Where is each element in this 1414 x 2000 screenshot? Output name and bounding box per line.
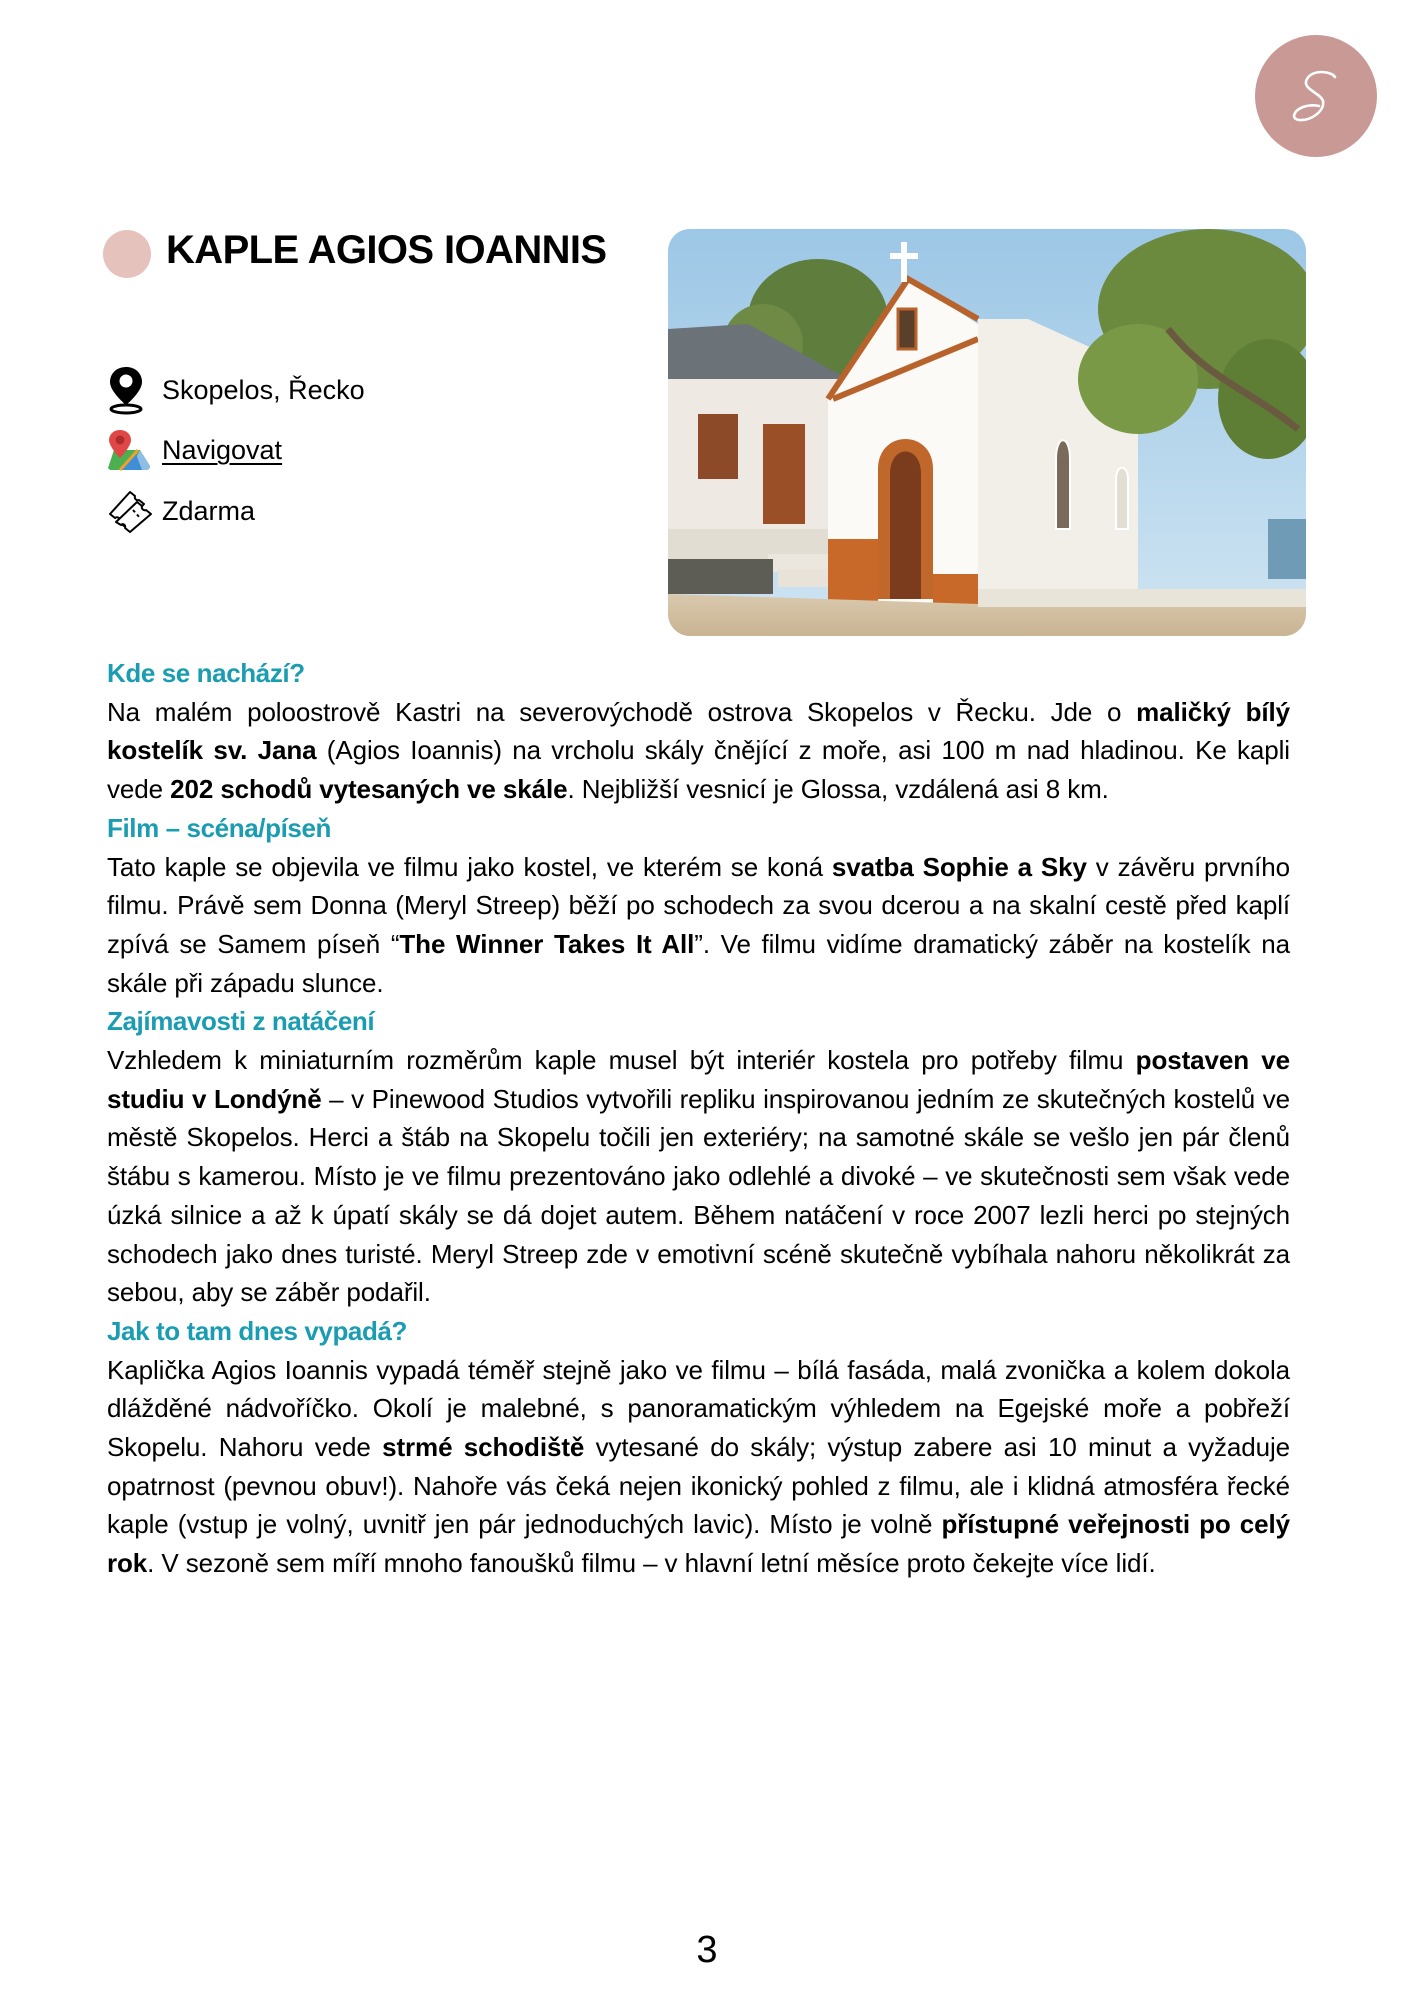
section-heading: Jak to tam dnes vypadá? [107,1315,408,1346]
page-number: 3 [696,1929,718,1971]
text-run: . Nejbližší vesnicí je Glossa, vzdálená asi 8 km. [567,774,1109,805]
bold-phrase: 202 schodů vytesaných ve skále [170,774,568,805]
article-body [107,654,1290,1583]
text-run: . V sezoně sem míří mnoho fanoušků filmu – v hlavní letní měsíce proto čekejte více lidí. [147,1548,1156,1579]
location-text: Skopelos, Řecko [162,375,365,405]
text-run: (Agios Ioannis) na vrcholu skály čnějící z moře, asi 100 m nad hladinou. Ke kapli vede [107,735,1290,805]
navigate-row[interactable] [106,426,282,474]
page-title: KAPLE AGIOS IOANNIS [166,228,607,272]
price-row [106,487,255,535]
text-run: – v Pinewood Studios vytvořili repliku inspirovanou jedním ze skutečných kostelů ve městě Skopelos. Herci a štáb na Skopelu točili jen exteriéry; na samotné skále se vešlo jen pár členů štábu s kamerou. Místo je ve filmu prezentováno jako odlehlé a divoké – ve skutečnosti sem však vede úzká silnice a až k úpatí skály se dá dojet autem. Během natáčení v roce 2007 lezli herci po stejných schodech jako dnes turisté. Meryl Streep zde v emotivní scéně skutečně vybíhala nahoru několikrát za sebou, aby se záběr podařil. [107,1083,1290,1308]
text-run: v závěru prvního filmu. Právě sem Donna (Meryl Streep) běží po schodech za svou dcerou a na skalní cestě před kaplí zpívá se Samem píseň “ [107,851,1290,959]
section-heading: Film – scéna/píseň [107,812,332,843]
chapel-photo [668,229,1306,636]
price-text: Zdarma [162,496,256,526]
chapel-illustration [668,229,1306,636]
location-row [106,366,365,414]
bold-phrase: postaven ve studiu v Londýně [107,1045,1290,1114]
section-paragraph [107,1351,1290,1583]
script-s-icon [1255,35,1377,157]
text-run: Tato kaple se objevila ve filmu jako kostel, ve kterém se koná [107,851,832,882]
brand-logo [1255,35,1377,157]
text-run: Kaplička Agios Ioannis vypadá téměř stejně jako ve filmu – bílá fasáda, malá zvonička a kolem dokola dlážděné nádvoříčko. Okolí je malebné, s panoramatickým výhledem na Egejské moře a pobřeží Skopelu. Nahoru vede [107,1354,1290,1463]
navigate-link[interactable]: Navigovat [162,435,283,465]
section-paragraph [107,693,1290,809]
map-pin-icon [106,365,156,415]
bold-phrase: maličký bílý kostelík sv. Jana [107,696,1291,766]
article-section [107,1002,1290,1312]
title-bullet [103,230,151,278]
article-section [107,654,1290,809]
text-run: Vzhledem k miniaturním rozměrům kaple musel být interiér kostela pro potřeby filmu [107,1045,1136,1076]
text-run: vytesané do skály; výstup zabere asi 10 minut a vyžaduje opatrnost (pevnou obuv!). Nahoře vás čeká nejen ikonický pohled z filmu, ale i klidná atmosféra řecké kaple (vstup je volný, uvnitř jen pár jednoduchých lavic). Místo je volně [107,1432,1290,1540]
section-heading: Zajímavosti z natáčení [107,1006,375,1037]
article-section [107,1312,1290,1583]
bold-phrase: strmé schodiště [382,1432,585,1463]
article-section [107,809,1290,1003]
tickets-icon [106,486,156,536]
bold-phrase: svatba Sophie a Sky [831,851,1087,882]
bold-phrase: The Winner Takes It All [399,928,695,959]
section-paragraph [107,848,1290,1003]
section-paragraph [107,1041,1290,1312]
text-run: Na malém poloostrově Kastri na severovýchodě ostrova Skopelos v Řecku. Jde o [107,696,1137,727]
section-heading: Kde se nachází? [107,658,305,688]
bold-phrase: přístupné veřejnosti po celý rok [107,1509,1290,1579]
text-run: ”. Ve filmu vidíme dramatický záběr na kostelík na skále při západu slunce. [107,928,1290,998]
google-maps-icon[interactable] [106,425,156,475]
